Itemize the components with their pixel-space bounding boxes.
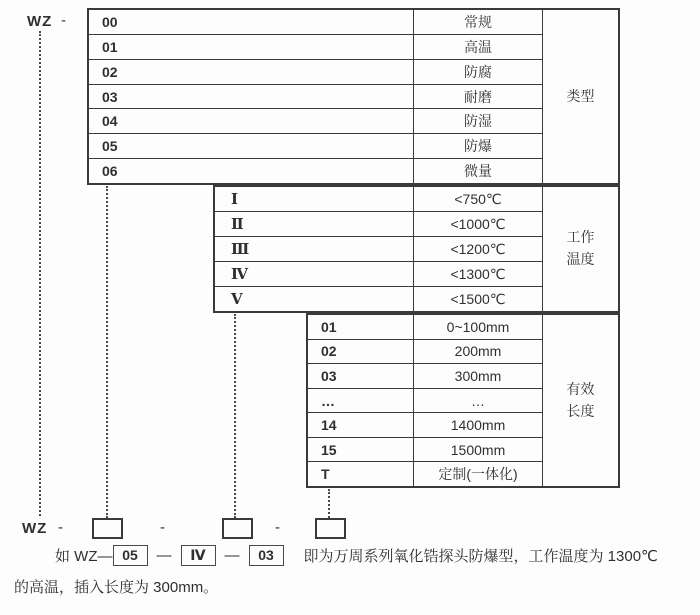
value-cell: 防爆 (464, 138, 492, 155)
value-cell: … (471, 392, 485, 409)
type-table-category-label (542, 10, 618, 183)
dash-1: - (58, 519, 63, 536)
table-row (215, 287, 542, 311)
value-cell: <1200℃ (450, 240, 506, 257)
value-cell: <1300℃ (450, 265, 506, 282)
code-cell: Ⅰ (215, 187, 414, 211)
table-row (89, 134, 542, 159)
table-row (308, 462, 542, 486)
series-code-top: WZ (27, 13, 53, 30)
value-cell: 200mm (454, 343, 502, 360)
code-cell: 06 (89, 159, 414, 183)
code-cell: Ⅱ (215, 212, 414, 236)
value-cell: <1500℃ (450, 290, 506, 307)
code-cell: 03 (89, 85, 414, 109)
table-row (308, 364, 542, 389)
code-cell: 14 (308, 413, 414, 437)
value-cell: 高温 (464, 38, 492, 55)
example-dash-2: — (224, 547, 240, 564)
example-code-box-1: 05 (113, 545, 148, 566)
table-row (308, 389, 542, 414)
table-row (308, 438, 542, 463)
value-cell: 0~100mm (446, 318, 510, 335)
value-cell: 防湿 (464, 113, 492, 130)
code-cell: 04 (89, 109, 414, 133)
value-cell: 300mm (454, 367, 502, 384)
value-cell: 定制(一体化) (438, 466, 518, 483)
code-cell: 03 (308, 364, 414, 388)
code-placeholder-box-length (315, 518, 346, 539)
code-placeholder-box-temperature (222, 518, 253, 539)
code-cell: Ⅳ (215, 262, 414, 286)
example-code-box-2: Ⅳ (181, 545, 216, 566)
value-cell: 常规 (464, 13, 492, 30)
example-line-2: 的高温，插入长度为 300mm。 (14, 579, 219, 596)
table-row (89, 10, 542, 35)
table-row (308, 340, 542, 365)
value-cell: <750℃ (454, 190, 502, 207)
table-row (215, 237, 542, 262)
temperature-table-rows (215, 187, 542, 311)
code-cell: 02 (308, 340, 414, 364)
code-cell: 15 (308, 438, 414, 462)
category-label-text: 类型 (566, 87, 595, 104)
category-label-line2: 长度 (566, 402, 595, 419)
table-row (215, 187, 542, 212)
type-table-rows (89, 10, 542, 183)
dash-top: - (61, 12, 66, 29)
example-prefix: 如 WZ— (55, 548, 113, 565)
connector-type-line (106, 186, 108, 518)
code-cell: 01 (89, 35, 414, 59)
connector-length-line (328, 489, 330, 518)
category-label-line2: 温度 (566, 251, 595, 267)
code-placeholder-box-type (92, 518, 123, 539)
temperature-table-category-label (542, 187, 618, 311)
series-code-bottom: WZ (22, 520, 48, 537)
code-cell: 05 (89, 134, 414, 158)
table-row (89, 159, 542, 183)
table-row (215, 262, 542, 287)
table-row (89, 109, 542, 134)
length-table-rows (308, 315, 542, 486)
table-row (89, 60, 542, 85)
code-cell: 01 (308, 315, 414, 339)
code-cell: Ⅴ (215, 287, 414, 311)
code-cell: … (308, 389, 414, 413)
code-cell: Ⅲ (215, 237, 414, 261)
code-cell: 00 (89, 10, 414, 34)
value-cell: 微量 (464, 163, 492, 180)
category-label-line1: 有效 (566, 380, 595, 397)
category-label-line1: 工作 (566, 229, 595, 246)
example-suffix: 即为万周系列氧化锆探头防爆型，工作温度为 1300℃ (303, 548, 658, 565)
value-cell: 1400mm (450, 417, 506, 434)
code-cell: T (308, 462, 414, 486)
table-row (89, 85, 542, 110)
dash-3: - (275, 519, 280, 536)
table-row (308, 315, 542, 340)
example-code-box-3: 03 (249, 545, 284, 566)
dash-2: - (160, 519, 165, 536)
length-table (306, 313, 620, 488)
example-dash-1: — (156, 547, 172, 564)
value-cell: 防腐 (464, 63, 492, 80)
table-row (89, 35, 542, 60)
table-row (308, 413, 542, 438)
code-cell: 02 (89, 60, 414, 84)
table-row (215, 212, 542, 237)
value-cell: 耐磨 (464, 88, 492, 105)
type-table (87, 8, 620, 185)
temperature-table (213, 185, 620, 313)
connector-temperature-line (234, 314, 236, 518)
value-cell: <1000℃ (450, 215, 506, 232)
example-line-1 (55, 545, 658, 566)
value-cell: 1500mm (450, 441, 506, 458)
connector-series-line (39, 31, 41, 516)
length-table-category-label (542, 315, 618, 486)
